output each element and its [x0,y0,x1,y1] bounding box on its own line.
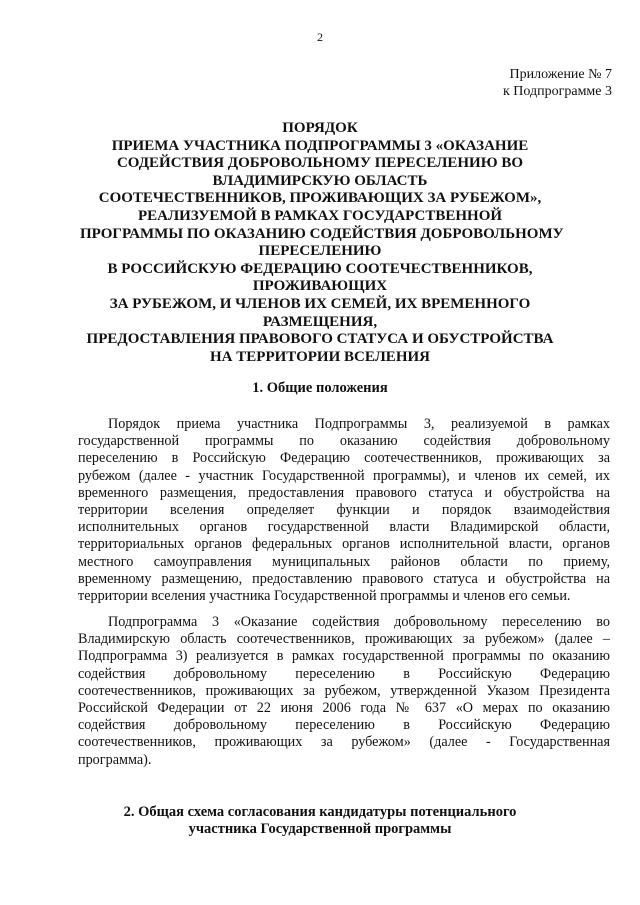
appendix-line: Приложение № 7 [509,67,612,82]
title-line: ПРЕДОСТАВЛЕНИЯ ПРАВОВОГО СТАТУСА И ОБУСТРОЙСТВА [86,331,554,348]
paragraph-line: территориальных органов федеральных органов исполнительной власти, органов [78,536,610,553]
paragraph-procedure [78,416,610,605]
paragraph-line: содействия добровольному переселению в Российскую Федерацию [78,717,610,734]
paragraph-line: Подпрограмма 3) реализуется в рамках государственной программы по оказанию [78,648,610,665]
paragraph-line: программа). [78,751,152,768]
paragraph-line: рубежом (далее - участник Государственной программы), и членов их семей, их [78,467,610,484]
title-line: ЗА РУБЕЖОМ, И ЧЛЕНОВ ИХ СЕМЕЙ, ИХ ВРЕМЕННОГО [109,295,531,312]
title-line: СОДЕЙСТВИЯ ДОБРОВОЛЬНОМУ ПЕРЕСЕЛЕНИЮ ВО [116,155,524,172]
paragraph-line: временному размещению, предоставлению правового статуса и обустройства на [78,570,610,587]
title-line: ПОРЯДОК [282,120,358,136]
paragraph-line: территории вселения участника Государственной программы и членов его семьи. [78,588,571,605]
paragraph-subprogram [78,614,610,769]
document-title [80,120,564,366]
paragraph-line: переселению в Российскую Федерацию соотечественников, проживающих за [78,450,610,467]
paragraph-line: Российской Федерации от 22 июня 2006 года № 637 «О мерах по оказанию [78,700,610,717]
title-line: РЕАЛИЗУЕМОЙ В РАМКАХ ГОСУДАРСТВЕННОЙ [137,207,503,224]
title-line: В РОССИЙСКУЮ ФЕДЕРАЦИЮ СООТЕЧЕСТВЕННИКОВ, [107,260,533,277]
paragraph-line: соотечественников, проживающих за рубежом» (далее - Государственная [78,734,610,751]
appendix-reference [503,66,612,100]
paragraph-line: Порядок приема участника Подпрограммы 3, реализуемой в рамках [108,416,610,432]
section-heading-line: 2. Общая схема согласования кандидатуры потенциального [123,804,517,820]
paragraph-line: государственной программы по оказанию содействия добровольному [78,433,610,450]
title-line: ПЕРЕСЕЛЕНИЮ [258,243,382,260]
section-heading-candidate-scheme [0,804,640,838]
paragraph-line: Владимирскую область соотечественников, проживающих за рубежом» (далее – [78,631,610,648]
paragraph-line: территории вселения определяет функции и порядок взаимодействия [78,502,610,519]
paragraph-line: исполнительных органов государственной власти Владимирской области, [78,519,610,536]
title-line: ПРИЕМА УЧАСТНИКА ПОДПРОГРАММЫ 3 «ОКАЗАНИЕ [111,137,529,154]
title-line: НА ТЕРРИТОРИИ ВСЕЛЕНИЯ [210,348,430,365]
paragraph-line: временного размещения, предоставления правового статуса и обустройства на [78,484,610,501]
paragraph-line: содействия добровольному переселению в Российскую Федерацию [78,665,610,682]
paragraph-line: соотечественников, проживающих за рубежом, утвержденной Указом Президента [78,682,610,699]
title-line: СООТЕЧЕСТВЕННИКОВ, ПРОЖИВАЮЩИХ ЗА РУБЕЖОМ», [98,190,542,207]
section-heading-general-provisions: 1. Общие положения [252,380,388,396]
title-line: ПРОГРАММЫ ПО ОКАЗАНИЮ СОДЕЙСТВИЯ ДОБРОВОЛЬНОМУ [80,225,564,242]
title-line: ПРОЖИВАЮЩИХ [252,278,388,295]
section-heading-line: участника Государственной программы [188,821,452,837]
appendix-line: к Подпрограмме 3 [502,84,612,99]
title-line: ВЛАДИМИРСКУЮ ОБЛАСТЬ [212,172,428,189]
page-number: 2 [317,30,323,44]
paragraph-line: местного самоуправления муниципальных районов области по приему, [78,553,610,570]
paragraph-line: Подпрограмма 3 «Оказание содействия добровольному переселению во [108,614,610,630]
title-line: РАЗМЕЩЕНИЯ, [262,313,378,330]
